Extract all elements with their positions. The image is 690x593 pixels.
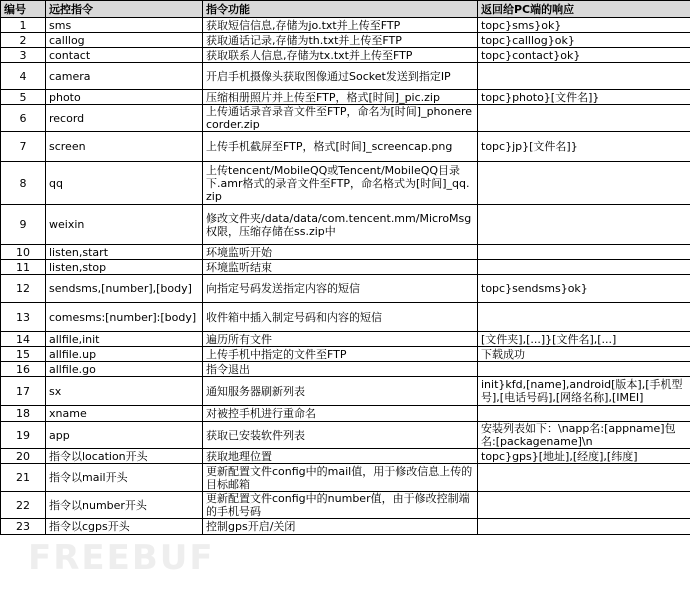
row-function: 上传手机截屏至FTP，格式[时间]_screencap.png bbox=[203, 132, 478, 162]
table-row bbox=[1, 33, 690, 48]
row-function: 修改文件夹/data/data/com.tencent.mm/MicroMsg权限，压缩存储在ss.zip中 bbox=[203, 205, 478, 245]
row-num: 2 bbox=[1, 33, 46, 48]
table-row bbox=[1, 303, 690, 332]
row-response: 下载成功 bbox=[478, 347, 690, 362]
row-function: 向指定号码发送指定内容的短信 bbox=[203, 275, 478, 303]
watermark-logo: FREEBUF bbox=[28, 538, 215, 578]
row-function: 压缩相册照片并上传至FTP，格式[时间]_pic.zip bbox=[203, 90, 478, 105]
row-command: qq bbox=[46, 162, 203, 205]
table-row bbox=[1, 464, 690, 492]
table-row bbox=[1, 332, 690, 347]
row-function: 获取短信信息,存储为jo.txt并上传至FTP bbox=[203, 18, 478, 33]
table-row bbox=[1, 275, 690, 303]
header-command: 远控指令 bbox=[46, 1, 203, 18]
row-command: 指令以location开头 bbox=[46, 449, 203, 464]
table-body bbox=[1, 18, 690, 535]
header-row bbox=[1, 1, 690, 18]
row-num: 5 bbox=[1, 90, 46, 105]
row-command: sendsms,[number],[body] bbox=[46, 275, 203, 303]
row-num: 22 bbox=[1, 492, 46, 519]
row-function: 上传tencent/MobileQQ或Tencent/MobileQQ目录下.amr格式的录音文件至FTP，命名格式为[时间]_qq.zip bbox=[203, 162, 478, 205]
row-function: 开启手机摄像头获取图像通过Socket发送到指定IP bbox=[203, 63, 478, 90]
row-num: 17 bbox=[1, 377, 46, 406]
row-num: 11 bbox=[1, 260, 46, 275]
row-response: topc}gps}[地址],[经度],[纬度] bbox=[478, 449, 690, 464]
table-row bbox=[1, 260, 690, 275]
row-response bbox=[478, 406, 690, 422]
header-function: 指令功能 bbox=[203, 1, 478, 18]
table-row bbox=[1, 362, 690, 377]
row-command: 指令以number开头 bbox=[46, 492, 203, 519]
row-function: 获取地理位置 bbox=[203, 449, 478, 464]
row-num: 10 bbox=[1, 245, 46, 260]
row-command: listen,start bbox=[46, 245, 203, 260]
row-num: 7 bbox=[1, 132, 46, 162]
row-response: topc}sms}ok} bbox=[478, 18, 690, 33]
row-command: contact bbox=[46, 48, 203, 63]
row-num: 16 bbox=[1, 362, 46, 377]
row-response: topc}photo}[文件名]} bbox=[478, 90, 690, 105]
row-function: 上传手机中指定的文件至FTP bbox=[203, 347, 478, 362]
table-row bbox=[1, 347, 690, 362]
table-row bbox=[1, 245, 690, 260]
row-function: 环境监听开始 bbox=[203, 245, 478, 260]
row-command: allfile.go bbox=[46, 362, 203, 377]
row-command: listen,stop bbox=[46, 260, 203, 275]
row-function: 更新配置文件config中的number值，由于修改控制端的手机号码 bbox=[203, 492, 478, 519]
row-function: 遍历所有文件 bbox=[203, 332, 478, 347]
row-command: weixin bbox=[46, 205, 203, 245]
table-row bbox=[1, 449, 690, 464]
table-row bbox=[1, 519, 690, 535]
row-response bbox=[478, 260, 690, 275]
row-response bbox=[478, 519, 690, 535]
row-response: init}kfd,[name],android[版本],[手机型号],[电话号码],[网络名称],[IMEI] bbox=[478, 377, 690, 406]
row-response bbox=[478, 362, 690, 377]
row-response bbox=[478, 63, 690, 90]
row-num: 8 bbox=[1, 162, 46, 205]
row-num: 6 bbox=[1, 105, 46, 132]
row-function: 通知服务器刷新列表 bbox=[203, 377, 478, 406]
row-command: 指令以mail开头 bbox=[46, 464, 203, 492]
row-command: xname bbox=[46, 406, 203, 422]
row-response bbox=[478, 245, 690, 260]
row-response: topc}jp}[文件名]} bbox=[478, 132, 690, 162]
table-row bbox=[1, 205, 690, 245]
row-num: 14 bbox=[1, 332, 46, 347]
row-command: sx bbox=[46, 377, 203, 406]
table-row bbox=[1, 105, 690, 132]
table-row bbox=[1, 377, 690, 406]
row-command: 指令以cgps开头 bbox=[46, 519, 203, 535]
table-row bbox=[1, 63, 690, 90]
table-row bbox=[1, 48, 690, 63]
row-command: sms bbox=[46, 18, 203, 33]
table-row bbox=[1, 132, 690, 162]
header-response: 返回给PC端的响应 bbox=[478, 1, 690, 18]
row-num: 1 bbox=[1, 18, 46, 33]
header-num: 编号 bbox=[1, 1, 46, 18]
row-function: 获取通话记录,存储为th.txt并上传至FTP bbox=[203, 33, 478, 48]
row-response: topc}contact}ok} bbox=[478, 48, 690, 63]
row-response bbox=[478, 464, 690, 492]
row-response: 安装列表如下：\napp名:[appname]包名:[packagename]\n bbox=[478, 422, 690, 449]
table-row bbox=[1, 492, 690, 519]
row-function: 获取已安装软件列表 bbox=[203, 422, 478, 449]
table-row bbox=[1, 162, 690, 205]
row-response bbox=[478, 303, 690, 332]
row-response: [文件夹],[...]}[文件名],[...] bbox=[478, 332, 690, 347]
row-command: calllog bbox=[46, 33, 203, 48]
row-function: 收件箱中插入制定号码和内容的短信 bbox=[203, 303, 478, 332]
row-command: app bbox=[46, 422, 203, 449]
table-row bbox=[1, 18, 690, 33]
table-row bbox=[1, 422, 690, 449]
row-function: 对被控手机进行重命名 bbox=[203, 406, 478, 422]
row-response bbox=[478, 205, 690, 245]
row-num: 4 bbox=[1, 63, 46, 90]
row-function: 获取联系人信息,存储为tx.txt并上传至FTP bbox=[203, 48, 478, 63]
row-num: 21 bbox=[1, 464, 46, 492]
row-num: 13 bbox=[1, 303, 46, 332]
row-num: 18 bbox=[1, 406, 46, 422]
row-command: camera bbox=[46, 63, 203, 90]
row-function: 上传通话录音录音文件至FTP，命名为[时间]_phonerecorder.zip bbox=[203, 105, 478, 132]
row-num: 12 bbox=[1, 275, 46, 303]
row-command: allfile,init bbox=[46, 332, 203, 347]
row-num: 20 bbox=[1, 449, 46, 464]
row-response: topc}calllog}ok} bbox=[478, 33, 690, 48]
row-function: 控制gps开启/关闭 bbox=[203, 519, 478, 535]
row-num: 3 bbox=[1, 48, 46, 63]
row-function: 指令退出 bbox=[203, 362, 478, 377]
row-function: 更新配置文件config中的mail值，用于修改信息上传的目标邮箱 bbox=[203, 464, 478, 492]
row-response bbox=[478, 492, 690, 519]
row-function: 环境监听结束 bbox=[203, 260, 478, 275]
row-response: topc}sendsms}ok} bbox=[478, 275, 690, 303]
row-command: record bbox=[46, 105, 203, 132]
row-num: 23 bbox=[1, 519, 46, 535]
row-response bbox=[478, 162, 690, 205]
row-num: 15 bbox=[1, 347, 46, 362]
row-response bbox=[478, 105, 690, 132]
row-command: comesms:[number]:[body] bbox=[46, 303, 203, 332]
row-command: photo bbox=[46, 90, 203, 105]
row-command: screen bbox=[46, 132, 203, 162]
table-row bbox=[1, 90, 690, 105]
table-row bbox=[1, 406, 690, 422]
row-num: 19 bbox=[1, 422, 46, 449]
row-num: 9 bbox=[1, 205, 46, 245]
row-command: allfile.up bbox=[46, 347, 203, 362]
